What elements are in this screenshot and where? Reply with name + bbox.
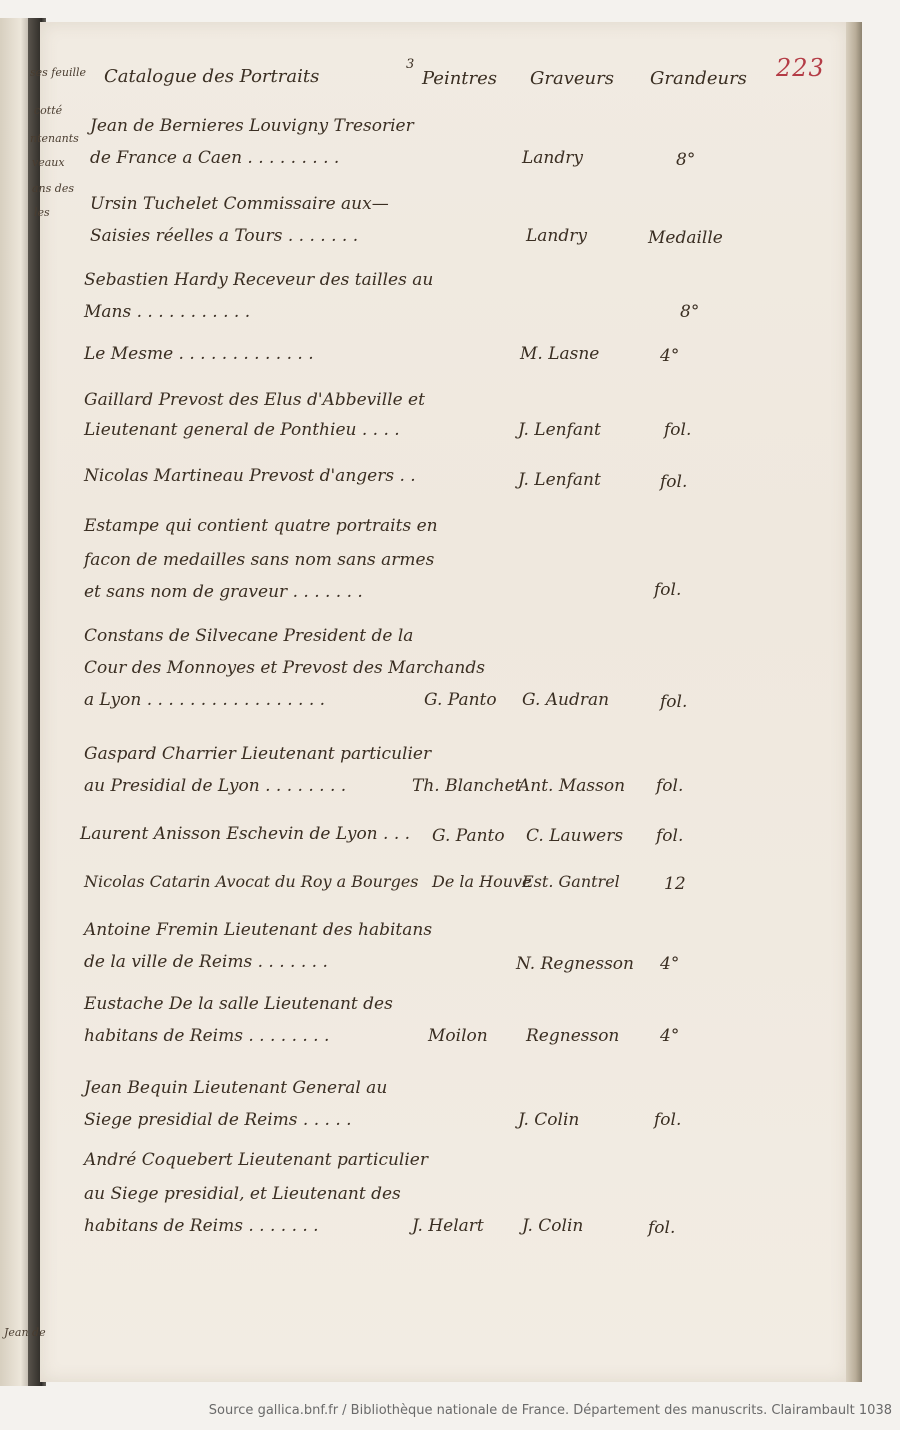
entry-name: Cour des Monnoyes et Prevost des Marchands <box>84 658 485 678</box>
margin-note: les <box>34 206 50 219</box>
entry-name: de la ville de Reims . . . . . . . <box>84 952 328 972</box>
entry-name: Nicolas Martineau Prevost d'angers . . <box>84 466 416 486</box>
entry-size: 4° <box>660 1026 680 1046</box>
entry-engraver: J. Colin <box>522 1216 584 1236</box>
entry-size: 4° <box>660 346 680 366</box>
entry-name: Jean de Bernieres Louvigny Tresorier <box>90 116 414 136</box>
entry-name: a Lyon . . . . . . . . . . . . . . . . . <box>84 690 326 710</box>
entry-painter: G. Panto <box>424 690 497 710</box>
entry-name: Siege presidial de Reims . . . . . <box>84 1110 352 1130</box>
column-header-size: Grandeurs <box>650 68 747 89</box>
entry-size: 8° <box>676 150 696 170</box>
entry-size: fol. <box>664 420 692 440</box>
entry-name: Jean Bequin Lieutenant General au <box>84 1078 388 1098</box>
entry-painter: De la Houve <box>432 872 532 891</box>
margin-note: ses feuille <box>30 66 87 79</box>
margin-note: cotté <box>34 104 63 117</box>
entry-name: Antoine Fremin Lieutenant des habitans <box>84 920 433 940</box>
entry-name: Gaspard Charrier Lieutenant particulier <box>84 744 432 764</box>
source-credit: Source gallica.bnf.fr / Bibliothèque nationale de France. Département des manuscrits. Clairambault 1038 <box>208 1403 892 1418</box>
entry-name: de France a Caen . . . . . . . . . <box>90 148 340 168</box>
page-right-edge <box>846 22 862 1382</box>
entry-size: fol. <box>660 692 688 712</box>
entry-size: Medaille <box>648 228 723 248</box>
entry-engraver: Est. Gantrel <box>522 872 620 891</box>
page-number: 3 <box>406 57 415 72</box>
entry-engraver: J. Lenfant <box>518 420 601 440</box>
entry-size: fol. <box>654 580 682 600</box>
entry-name: au Siege presidial, et Lieutenant des <box>84 1184 401 1204</box>
entry-painter: G. Panto <box>432 826 505 846</box>
margin-note: Jean de <box>4 1326 46 1339</box>
entry-name: André Coquebert Lieutenant particulier <box>84 1150 428 1170</box>
entry-painter: Moilon <box>428 1026 488 1046</box>
entry-size: fol. <box>660 472 688 492</box>
entry-name: Eustache De la salle Lieutenant des <box>84 994 393 1014</box>
entry-size: fol. <box>648 1218 676 1238</box>
entry-name: et sans nom de graveur . . . . . . . <box>84 582 363 602</box>
entry-engraver: Regnesson <box>526 1026 620 1046</box>
entry-name: Le Mesme . . . . . . . . . . . . . <box>84 344 314 364</box>
entry-size: 12 <box>664 874 686 894</box>
entry-engraver: Ant. Masson <box>518 776 626 796</box>
entry-name: Sebastien Hardy Receveur des tailles au <box>84 270 434 290</box>
entry-name: Gaillard Prevost des Elus d'Abbeville et <box>84 390 425 410</box>
entry-name: au Presidial de Lyon . . . . . . . . <box>84 776 347 796</box>
entry-size: 8° <box>680 302 700 322</box>
entry-engraver: G. Audran <box>522 690 610 710</box>
margin-note: ans des <box>32 182 74 195</box>
page-title: Catalogue des Portraits <box>104 66 320 87</box>
entry-name: Laurent Anisson Eschevin de Lyon . . . <box>80 824 411 844</box>
entry-name: Mans . . . . . . . . . . . <box>84 302 251 322</box>
entry-engraver: N. Regnesson <box>516 954 634 974</box>
entry-name: habitans de Reims . . . . . . . . <box>84 1026 330 1046</box>
entry-name: Lieutenant general de Ponthieu . . . . <box>84 420 400 440</box>
entry-engraver: Landry <box>526 226 587 246</box>
margin-note: ntenants <box>30 132 79 145</box>
folio-number: 223 <box>776 54 825 82</box>
entry-name: Nicolas Catarin Avocat du Roy a Bourges <box>84 872 419 891</box>
entry-name: Constans de Silvecane President de la <box>84 626 414 646</box>
margin-note: veaux <box>32 156 65 169</box>
entry-engraver: C. Lauwers <box>526 826 624 846</box>
entry-name: habitans de Reims . . . . . . . <box>84 1216 319 1236</box>
entry-name: Saisies réelles a Tours . . . . . . . <box>90 226 359 246</box>
column-header-engravers: Graveurs <box>530 68 614 89</box>
entry-painter: Th. Blanchet <box>412 776 522 796</box>
entry-engraver: J. Lenfant <box>518 470 601 490</box>
entry-size: fol. <box>656 776 684 796</box>
entry-engraver: M. Lasne <box>520 344 600 364</box>
entry-size: 4° <box>660 954 680 974</box>
entry-engraver: Landry <box>522 148 583 168</box>
entry-engraver: J. Colin <box>518 1110 580 1130</box>
entry-size: fol. <box>654 1110 682 1130</box>
column-header-painters: Peintres <box>422 68 498 89</box>
entry-painter: J. Helart <box>412 1216 484 1236</box>
entry-name: Estampe qui contient quatre portraits en <box>84 516 438 536</box>
entry-name: Ursin Tuchelet Commissaire aux— <box>90 194 389 214</box>
entry-name: facon de medailles sans nom sans armes <box>84 550 435 570</box>
entry-size: fol. <box>656 826 684 846</box>
